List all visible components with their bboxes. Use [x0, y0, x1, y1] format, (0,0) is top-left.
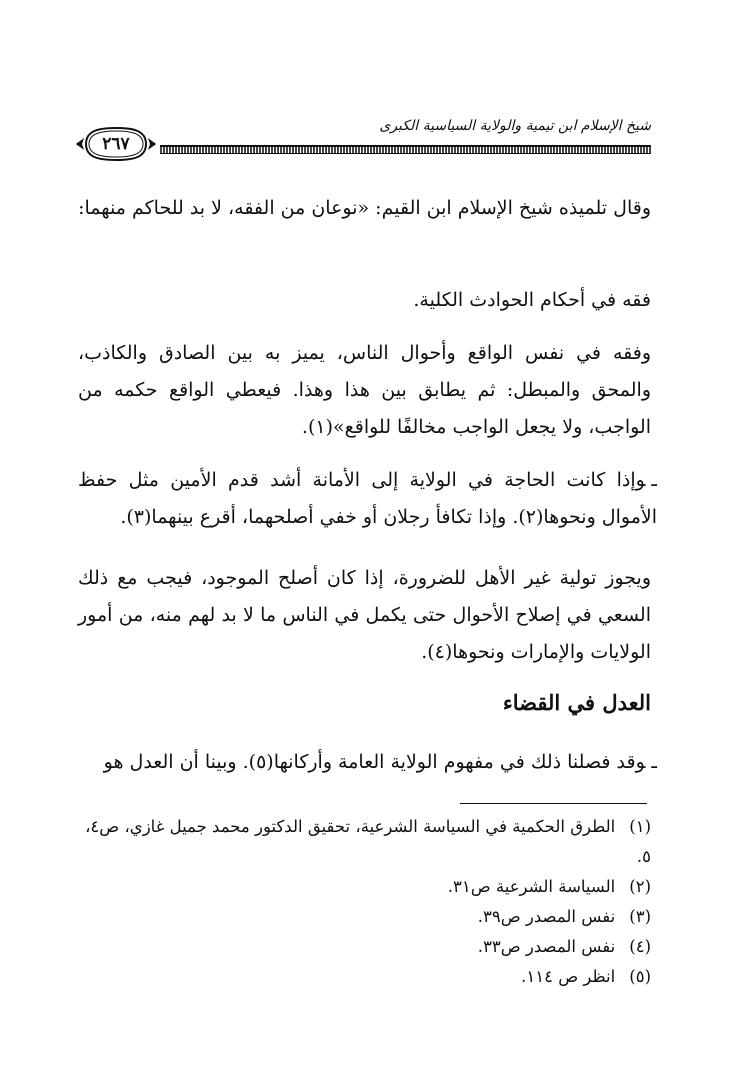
- paragraph-6-text: وقد فصلنا ذلك في مفهوم الولاية العامة وأركانها(٥). وبينا أن العدل هو: [103, 751, 646, 773]
- section-heading: العدل في القضاء: [502, 690, 651, 715]
- footnote-4: [78, 932, 651, 962]
- paragraph-4: [78, 462, 657, 536]
- footnote-number: (٢): [629, 877, 651, 896]
- footnote-text: انظر ص ١١٤.: [521, 967, 616, 986]
- footnote-2: [78, 872, 651, 902]
- footnote-3: [78, 902, 651, 932]
- bullet-dash: ـ: [651, 751, 657, 773]
- footnote-number: (١): [629, 817, 651, 836]
- footnote-1: [78, 812, 651, 872]
- header-rule: [160, 145, 651, 154]
- footnote-text: الطرق الحكمية في السياسة الشرعية، تحقيق الدكتور محمد جميل غازي، ص٤، ٥.: [85, 817, 651, 866]
- paragraph-3: وفقه في نفس الواقع وأحوال الناس، يميز به بين الصادق والكاذب، والمحق والمبطل: ثم يطابق بين هذا وهذا. فيعطي الواقع حكمه من الواجب، ولا يجعل الواجب مخالفًا للواقع»(١).: [78, 342, 651, 438]
- footnote-number: (٥): [629, 967, 651, 986]
- paragraph-2: فقه في أحكام الحوادث الكلية.: [413, 289, 651, 311]
- footnote-number: (٤): [629, 937, 651, 956]
- footnote-number: (٣): [629, 907, 651, 926]
- footnote-rule: [460, 803, 647, 804]
- paragraph-1: وقال تلميذه شيخ الإسلام ابن القيم: «نوعان من الفقه، لا بد للحاكم منهما:: [78, 197, 651, 219]
- footnote-text: نفس المصدر ص٣٩.: [477, 907, 616, 926]
- bullet-dash: ـ: [651, 469, 657, 491]
- paragraph-5: ويجوز تولية غير الأهل للضرورة، إذا كان أصلح الموجود، فيجب مع ذلك السعي في إصلاح الأحوال حتى يكمل في الناس ما لا بد لهم منه، من أمور الولايات والإمارات ونحوها(٤).: [78, 567, 651, 663]
- paragraph-6: [78, 744, 657, 781]
- footnote-5: [78, 962, 651, 992]
- paragraph-4-text: وإذا كانت الحاجة في الولاية إلى الأمانة أشد قدم الأمين مثل حفظ الأموال ونحوها(٢). وإذا تكافأ رجلان أو خفي أصلحهما، أقرع بينهما(٣).: [78, 469, 657, 528]
- footnote-text: السياسة الشرعية ص٣١.: [447, 877, 616, 896]
- page-number-ornament: [74, 124, 158, 164]
- running-header-title: شيخ الإسلام ابن تيمية والولاية السياسية الكبرى: [379, 118, 651, 134]
- footnote-text: نفس المصدر ص٣٣.: [477, 937, 616, 956]
- page-number: ٢٦٧: [102, 134, 130, 154]
